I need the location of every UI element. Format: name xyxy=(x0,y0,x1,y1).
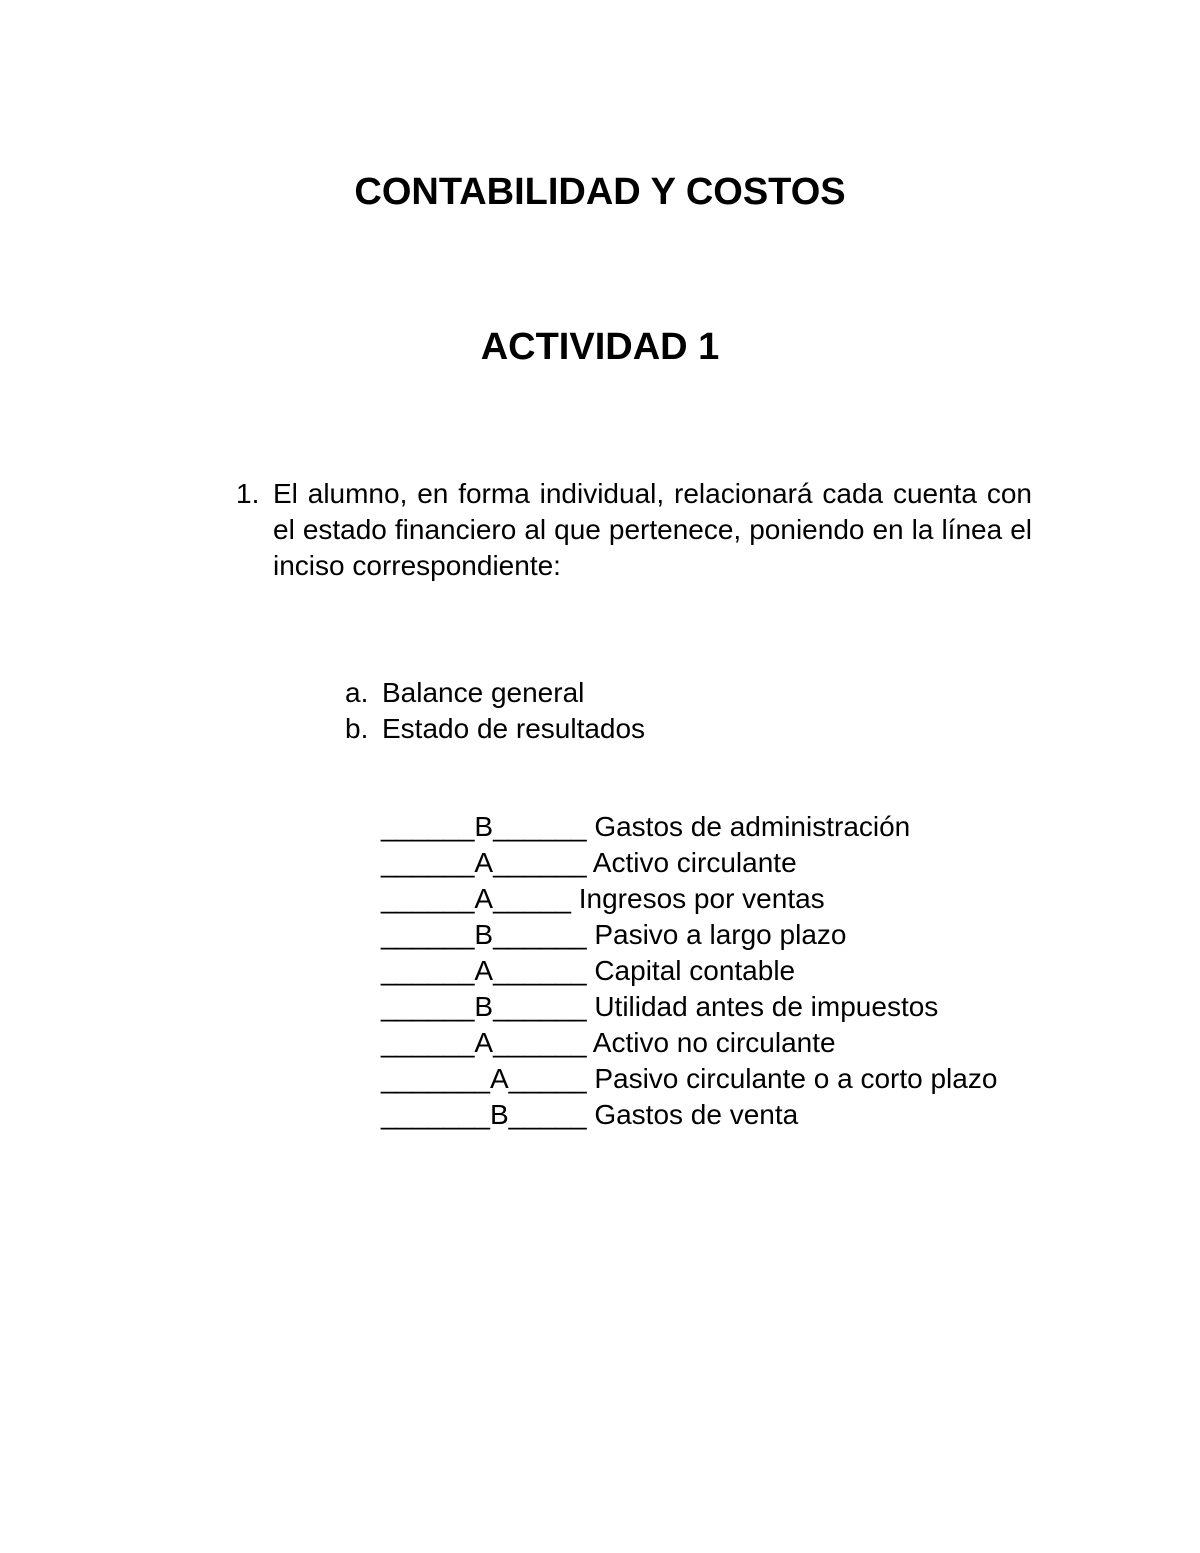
answer-line: ______B______ Gastos de administración xyxy=(381,811,911,842)
answer-line: ______A_____ Ingresos por ventas xyxy=(381,883,825,914)
answer-line: ______A______ Activo no circulante xyxy=(381,1027,836,1058)
document-title: CONTABILIDAD Y COSTOS xyxy=(354,171,846,213)
options-list xyxy=(345,675,645,747)
answer-line: ______A______ Capital contable xyxy=(381,955,796,986)
option-label: Estado de resultados xyxy=(382,713,646,744)
answers-list xyxy=(381,809,1021,1133)
answer-line: ______A______ Activo circulante xyxy=(381,847,797,878)
option-a xyxy=(345,675,645,711)
answer-line: ______B______ Pasivo a largo plazo xyxy=(381,919,847,950)
option-b xyxy=(345,711,645,747)
activity-title: ACTIVIDAD 1 xyxy=(480,326,720,368)
answer-line: ______B______ Utilidad antes de impuestos xyxy=(381,991,939,1022)
answer-line: _______B_____ Gastos de venta xyxy=(381,1099,799,1130)
option-letter: a. xyxy=(345,677,369,708)
instruction-text: El alumno, en forma individual, relacionará cada cuenta con el estado financiero al que pertenece, poniendo en la línea el inciso correspondiente: xyxy=(273,478,1032,581)
answer-line: _______A_____ Pasivo circulante o a corto plazo xyxy=(381,1063,998,1094)
option-letter: b. xyxy=(345,713,369,744)
instruction-item xyxy=(236,476,1032,584)
option-label: Balance general xyxy=(382,677,585,708)
instruction-number: 1. xyxy=(236,478,260,509)
